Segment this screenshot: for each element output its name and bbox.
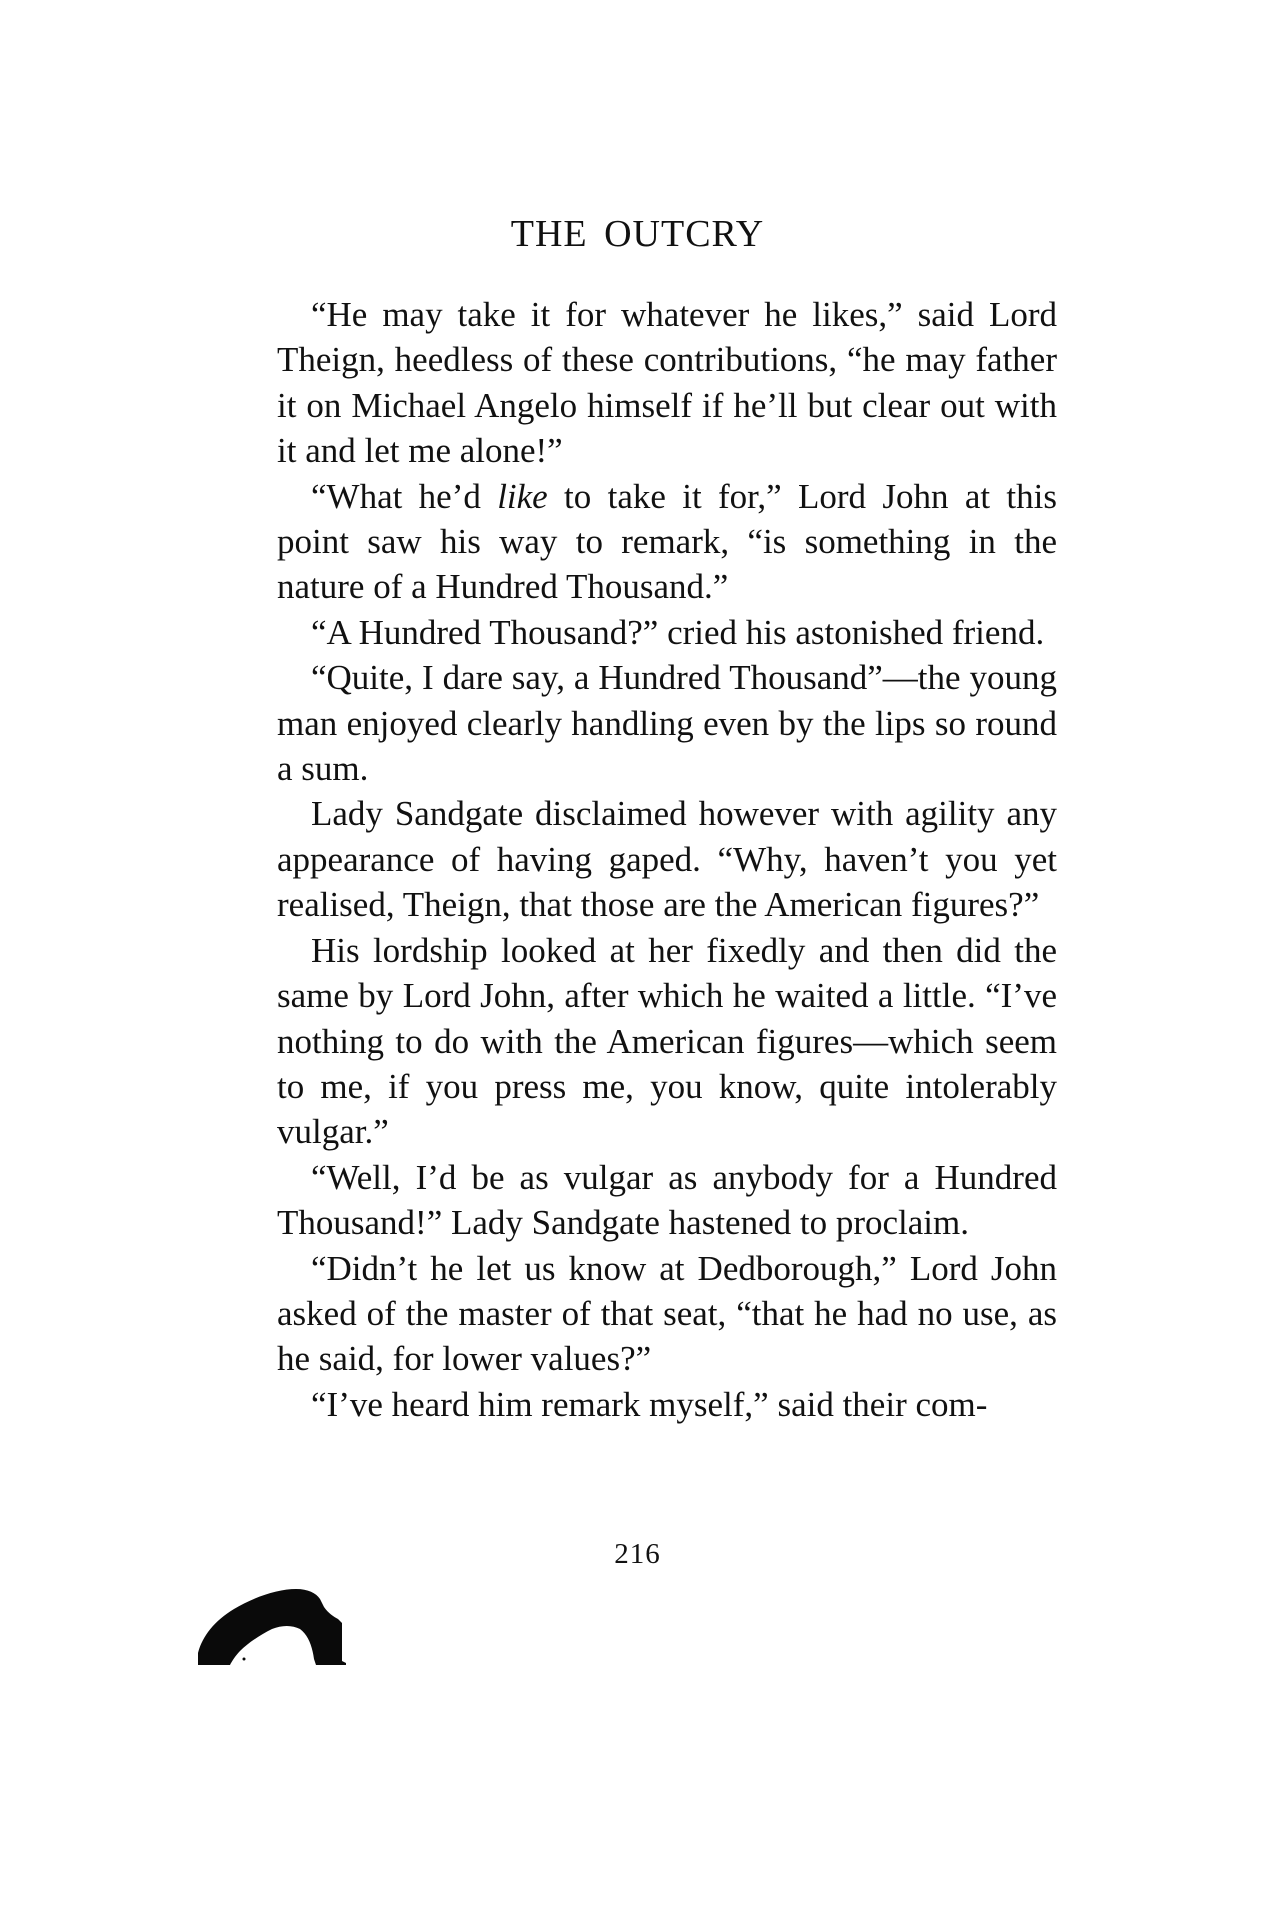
ink-blot-mark <box>196 1575 351 1665</box>
paragraph: “Quite, I dare say, a Hundred Thousand”—the young man enjoyed clearly handling even by the lips so round a sum. <box>277 658 1057 789</box>
page-number: 216 <box>614 1538 661 1570</box>
paragraph: “Well, I’d be as vulgar as anybody for a Hundred Thousand!” Lady Sandgate hastened to proclaim. <box>277 1157 1057 1243</box>
paragraph: “He may take it for whatever he likes,” said Lord Theign, heedless of these contributions, “he may father it on Michael Angelo himself if he’ll but clear out with it and let me alone!” <box>277 295 1057 471</box>
paragraph: “A Hundred Thousand?” cried his astonished friend. <box>311 612 1045 652</box>
body-text <box>277 292 1057 1427</box>
paragraph: “What he’d like to take it for,” Lord John at this point saw his way to remark, “is something in the nature of a Hundred Thousand.” <box>277 476 1057 607</box>
running-head: THE OUTCRY <box>510 213 765 255</box>
paragraph: “I’ve heard him remark myself,” said their com- <box>311 1384 988 1424</box>
emphasis: like <box>497 476 548 516</box>
paragraph: “Didn’t he let us know at Dedborough,” Lord John asked of the master of that seat, “that he had no use, as he said, for lower values?” <box>277 1248 1057 1379</box>
paragraph: His lordship looked at her fixedly and then did the same by Lord John, after which he waited a little. “I’ve nothing to do with the American figures—which seem to me, if you press me, you know, quite intolerably vulgar.” <box>277 930 1057 1152</box>
paragraph: Lady Sandgate disclaimed however with agility any appearance of having gaped. “Why, haven’t you yet realised, Theign, that those are the American figures?” <box>277 794 1057 925</box>
